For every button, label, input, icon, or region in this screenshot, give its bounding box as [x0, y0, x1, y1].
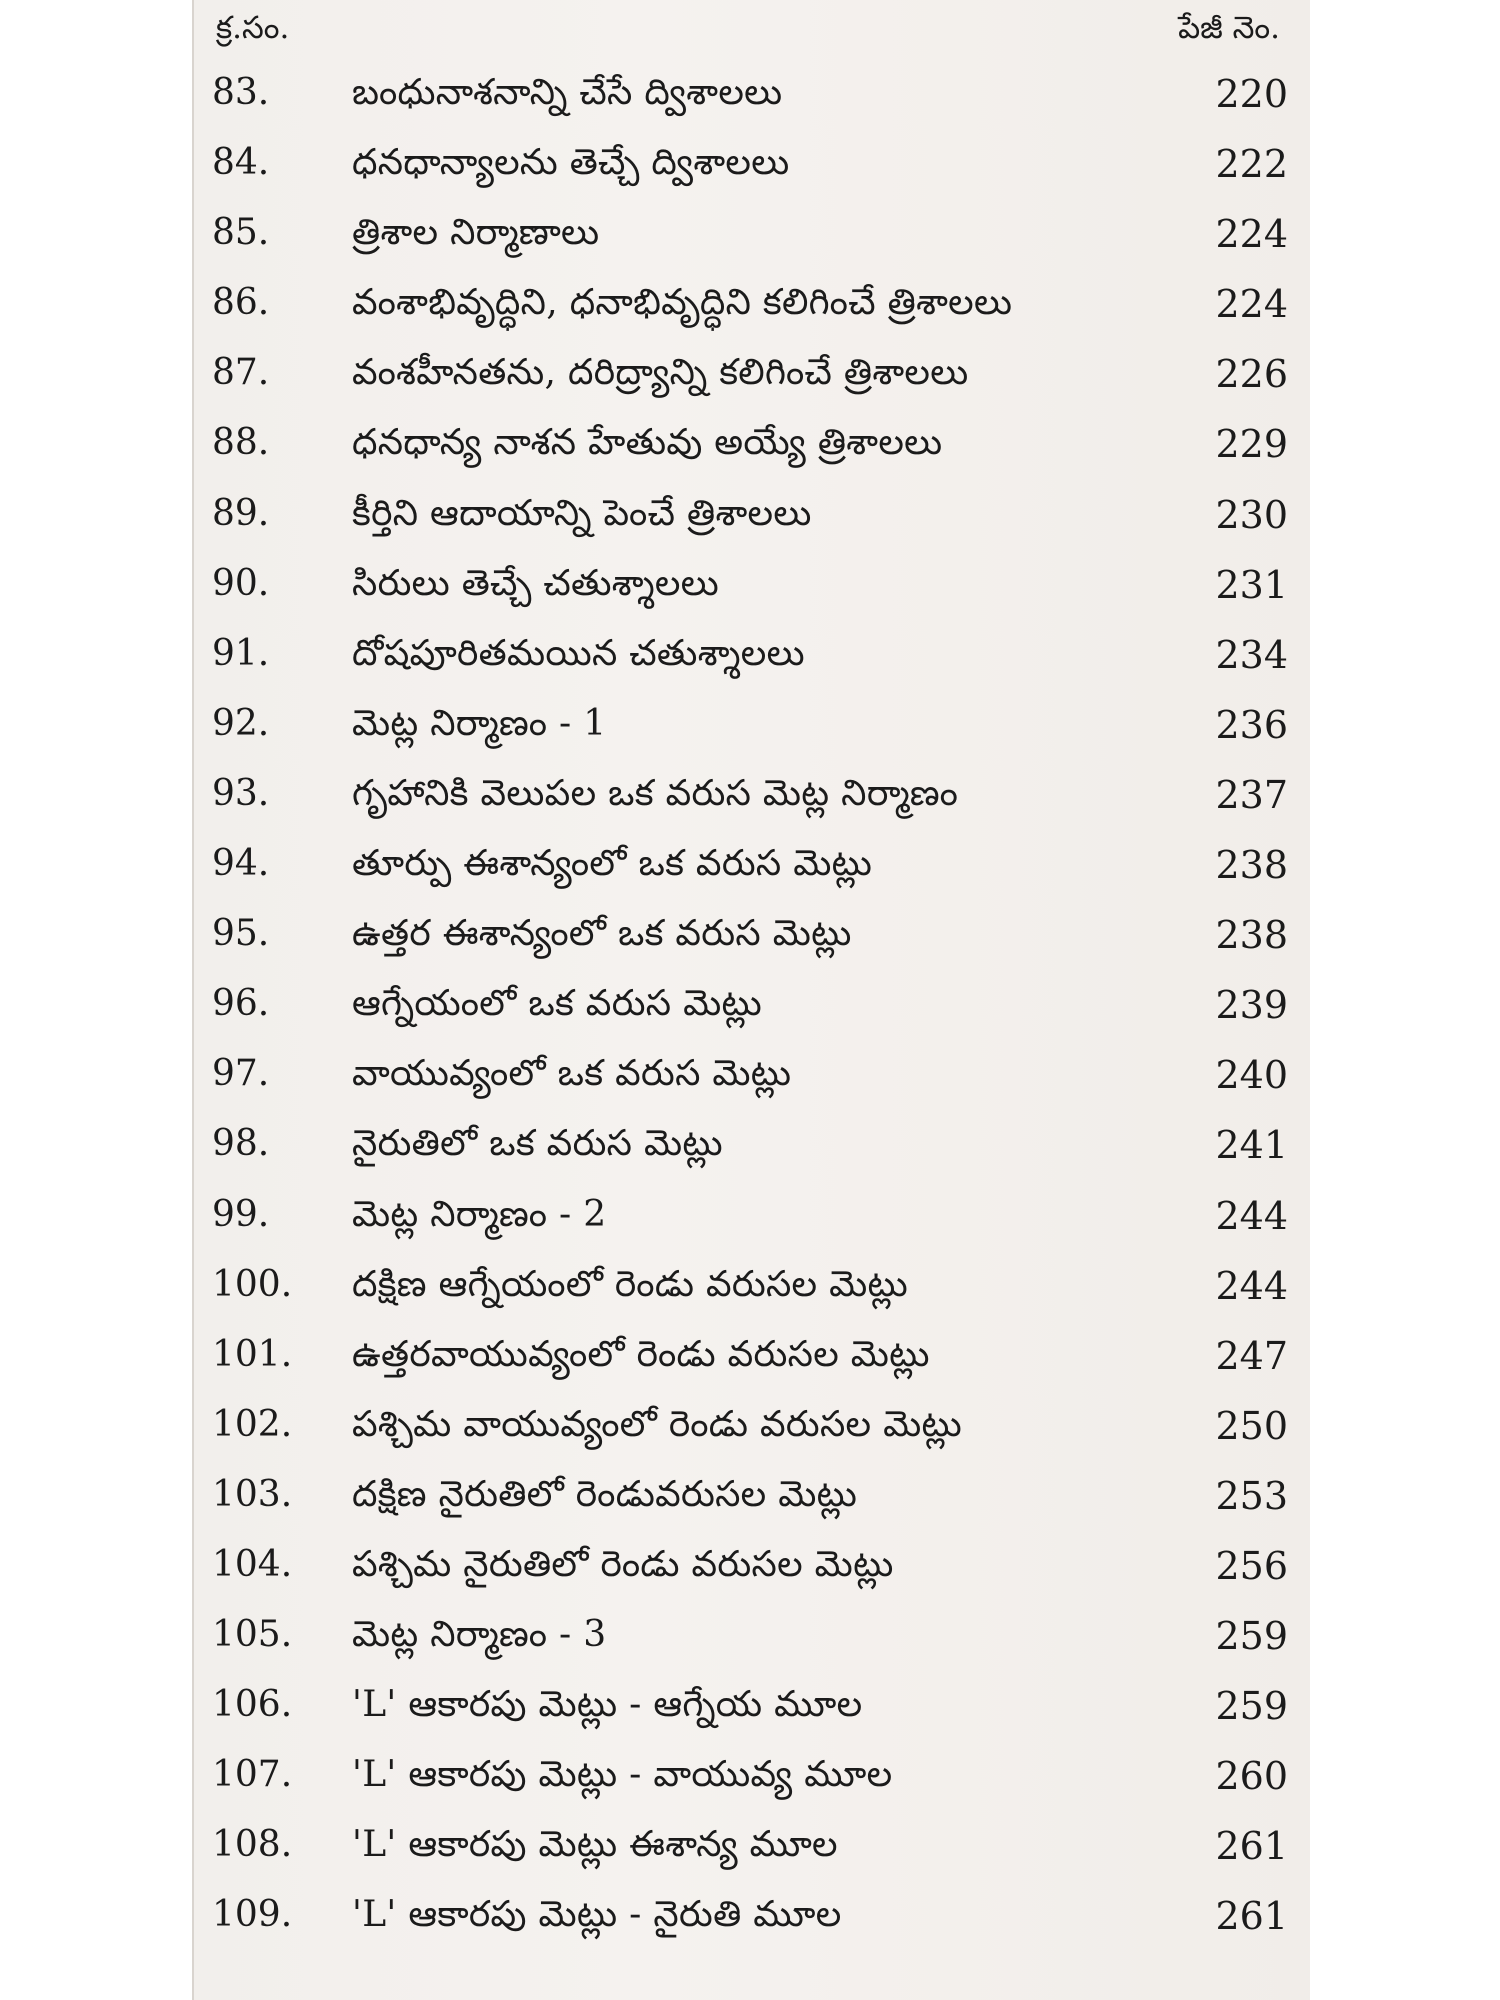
toc-entry	[194, 1184, 1310, 1254]
entry-title: పశ్చిమ వాయువ్యంలో రెండు వరుసల మెట్లు	[352, 1403, 963, 1445]
entry-page-number: 222	[1215, 142, 1288, 187]
entry-title: మెట్ల నిర్మాణం - 3	[352, 1614, 607, 1656]
entry-number: 106.	[212, 1684, 293, 1726]
entry-number: 99.	[212, 1193, 270, 1235]
toc-entry	[194, 1043, 1310, 1113]
entry-title: మెట్ల నిర్మాణం - 1	[352, 702, 607, 744]
entry-title: ఉత్తర ఈశాన్యంలో ఒక వరుస మెట్లు	[352, 913, 852, 955]
entry-page-number: 226	[1215, 352, 1288, 397]
entry-title: ధనధాన్యాలను తెచ్చే ద్విశాలలు	[352, 142, 790, 184]
entry-page-number: 256	[1215, 1543, 1288, 1588]
entry-page-number: 253	[1215, 1473, 1288, 1518]
entry-number: 100.	[212, 1263, 293, 1305]
entry-number: 88.	[212, 422, 270, 464]
entry-number: 89.	[212, 492, 270, 534]
entry-page-number: 237	[1215, 772, 1288, 817]
entry-number: 105.	[212, 1614, 293, 1656]
toc-entry	[194, 202, 1310, 272]
entry-page-number: 244	[1215, 1193, 1288, 1238]
entry-page-number: 239	[1215, 983, 1288, 1028]
toc-entry	[194, 553, 1310, 623]
entry-number: 94.	[212, 843, 270, 885]
entry-page-number: 259	[1215, 1684, 1288, 1729]
entry-number: 87.	[212, 352, 270, 394]
entry-number: 91.	[212, 632, 270, 674]
toc-entry	[194, 903, 1310, 973]
entry-title: పశ్చిమ నైరుతిలో రెండు వరుసల మెట్లు	[352, 1543, 894, 1585]
entry-title: త్రిశాల నిర్మాణాలు	[352, 212, 600, 254]
entry-number: 95.	[212, 913, 270, 955]
entry-page-number: 236	[1215, 702, 1288, 747]
toc-entry	[194, 973, 1310, 1043]
entry-title: 'L' ఆకారపు మెట్లు - ఆగ్నేయ మూల	[352, 1684, 863, 1726]
toc-entry	[194, 1324, 1310, 1394]
toc-entry	[194, 272, 1310, 342]
entry-title: 'L' ఆకారపు మెట్లు ఈశాన్య మూల	[352, 1824, 838, 1866]
entry-title: వంశాభివృద్ధిని, ధనాభివృద్ధిని కలిగించే త్రిశాలలు	[352, 282, 1013, 324]
entry-page-number: 241	[1215, 1123, 1288, 1168]
entry-title: ఆగ్నేయంలో ఒక వరుస మెట్లు	[352, 983, 763, 1025]
entry-page-number: 247	[1215, 1333, 1288, 1378]
entry-page-number: 229	[1215, 422, 1288, 467]
toc-entry	[194, 412, 1310, 482]
entry-number: 104.	[212, 1543, 293, 1585]
entry-number: 98.	[212, 1123, 270, 1165]
entry-number: 101.	[212, 1333, 293, 1375]
entry-number: 92.	[212, 702, 270, 744]
entry-page-number: 244	[1215, 1263, 1288, 1308]
toc-entry	[194, 1464, 1310, 1534]
toc-header	[216, 10, 1280, 50]
toc-entry	[194, 693, 1310, 763]
toc-entry	[194, 1884, 1310, 1954]
entry-page-number: 240	[1215, 1053, 1288, 1098]
entry-page-number: 234	[1215, 632, 1288, 677]
entry-page-number: 224	[1215, 212, 1288, 257]
toc-entry	[194, 62, 1310, 132]
entry-number: 103.	[212, 1473, 293, 1515]
entry-number: 96.	[212, 983, 270, 1025]
page-number-heading: పేజీ నెం.	[1178, 10, 1280, 46]
entry-number: 109.	[212, 1894, 293, 1936]
toc-entry	[194, 1674, 1310, 1744]
entry-page-number: 250	[1215, 1403, 1288, 1448]
entry-title: దోషపూరితమయిన చతుశ్శాలలు	[352, 632, 805, 674]
entry-number: 84.	[212, 142, 270, 184]
right-margin	[1310, 0, 1500, 2000]
entry-title: 'L' ఆకారపు మెట్లు - నైరుతి మూల	[352, 1894, 842, 1936]
toc-entry	[194, 1744, 1310, 1814]
toc-entry	[194, 1814, 1310, 1884]
entry-title: మెట్ల నిర్మాణం - 2	[352, 1193, 607, 1235]
entry-title: బంధునాశనాన్ని చేసే ద్విశాలలు	[352, 72, 783, 113]
entry-title: 'L' ఆకారపు మెట్లు - వాయువ్య మూల	[352, 1754, 893, 1796]
entry-page-number: 259	[1215, 1614, 1288, 1659]
toc-entry	[194, 763, 1310, 833]
toc-entry	[194, 132, 1310, 202]
entry-title: గృహానికి వెలుపల ఒక వరుస మెట్ల నిర్మాణం	[352, 772, 959, 814]
entry-title: వంశహీనతను, దరిద్ర్యాన్ని కలిగించే త్రిశాలలు	[352, 352, 969, 394]
toc-entry	[194, 1604, 1310, 1674]
toc-entry	[194, 1113, 1310, 1183]
entry-number: 90.	[212, 562, 270, 604]
toc-entry	[194, 1254, 1310, 1324]
entry-number: 93.	[212, 772, 270, 814]
entry-page-number: 220	[1215, 72, 1288, 116]
entry-title: ఉత్తరవాయువ్యంలో రెండు వరుసల మెట్లు	[352, 1333, 930, 1375]
entry-number: 83.	[212, 72, 270, 113]
entry-title: కీర్తిని ఆదాయాన్ని పెంచే త్రిశాలలు	[352, 492, 812, 534]
entry-title: దక్షిణ నైరుతిలో రెండువరుసల మెట్లు	[352, 1473, 858, 1515]
entry-number: 107.	[212, 1754, 293, 1796]
toc-entry	[194, 623, 1310, 693]
left-margin	[0, 0, 192, 2000]
entry-page-number: 230	[1215, 492, 1288, 537]
toc-entry	[194, 1394, 1310, 1464]
toc-entry	[194, 1534, 1310, 1604]
entry-number: 97.	[212, 1053, 270, 1095]
entry-title: సిరులు తెచ్చే చతుశ్శాలలు	[352, 562, 720, 604]
entry-title: వాయువ్యంలో ఒక వరుస మెట్లు	[352, 1053, 792, 1095]
entry-number: 85.	[212, 212, 270, 254]
entry-page-number: 261	[1215, 1894, 1288, 1939]
entry-page-number: 261	[1215, 1824, 1288, 1869]
entry-page-number: 238	[1215, 913, 1288, 958]
serial-number-heading: క్ర.సం.	[216, 10, 290, 46]
book-page	[192, 0, 1310, 2000]
entry-number: 86.	[212, 282, 270, 324]
entry-number: 102.	[212, 1403, 293, 1445]
toc-entry	[194, 833, 1310, 903]
entry-page-number: 231	[1215, 562, 1288, 607]
entry-page-number: 238	[1215, 843, 1288, 888]
entry-title: నైరుతిలో ఒక వరుస మెట్లు	[352, 1123, 723, 1165]
table-of-contents	[194, 62, 1310, 1955]
entry-number: 108.	[212, 1824, 293, 1866]
entry-title: ధనధాన్య నాశన హేతువు అయ్యే త్రిశాలలు	[352, 422, 943, 464]
entry-page-number: 260	[1215, 1754, 1288, 1799]
entry-page-number: 224	[1215, 282, 1288, 327]
toc-entry	[194, 483, 1310, 553]
toc-entry	[194, 342, 1310, 412]
entry-title: దక్షిణ ఆగ్నేయంలో రెండు వరుసల మెట్లు	[352, 1263, 909, 1305]
entry-title: తూర్పు ఈశాన్యంలో ఒక వరుస మెట్లు	[352, 843, 873, 885]
